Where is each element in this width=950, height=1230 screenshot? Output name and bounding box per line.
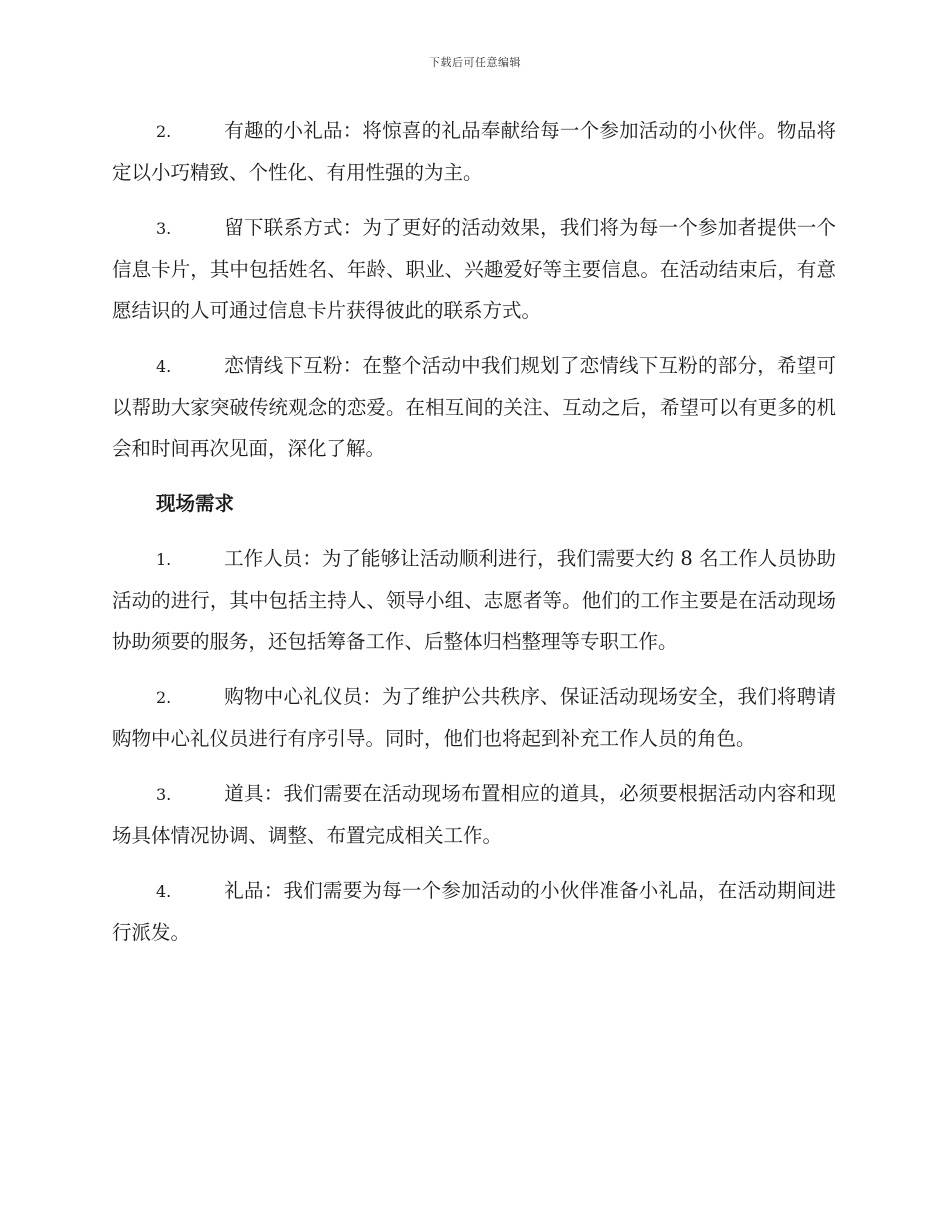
list-item-text: 有趣的小礼品：将惊喜的礼品奉献给每一个参加活动的小伙伴。物品将定以小巧精致、个性化、有用性强的为主。: [112, 119, 836, 184]
list-item-text: 礼品：我们需要为每一个参加活动的小伙伴准备小礼品，在活动期间进行派发。: [112, 879, 836, 944]
list-item: [112, 538, 836, 662]
list-item: [112, 773, 836, 856]
list-item-text: 留下联系方式：为了更好的活动效果，我们将为每一个参加者提供一个信息卡片，其中包括姓名、年龄、职业、兴趣爱好等主要信息。在活动结束后，有意愿结识的人可通过信息卡片获得彼此的联系方式。: [112, 216, 836, 322]
list-item-number: 4.: [156, 882, 172, 901]
list-item-text: 购物中心礼仪员：为了维护公共秩序、保证活动现场安全，我们将聘请购物中心礼仪员进行有序引导。同时，他们也将起到补充工作人员的角色。: [112, 685, 836, 750]
list-item-number: 4.: [156, 357, 172, 376]
list-item-text: 恋情线下互粉：在整个活动中我们规划了恋情线下互粉的部分，希望可以帮助大家突破传统观念的恋爱。在相互间的关注、互动之后，希望可以有更多的机会和时间再次见面，深化了解。: [112, 354, 836, 460]
list-item: [112, 870, 836, 953]
list-item: [112, 207, 836, 331]
list-item-number: 1.: [156, 550, 172, 569]
list-item-text: 工作人员：为了能够让活动顺利进行，我们需要大约 8 名工作人员协助活动的进行，其中包括主持人、领导小组、志愿者等。他们的工作主要是在活动现场协助须要的服务，还包括筹备工作、后整体归档整理等专职工作。: [112, 547, 836, 653]
list-item-number: 2.: [156, 122, 172, 141]
page-header: 下载后可任意编辑: [429, 56, 521, 69]
document-body: [112, 110, 836, 967]
list-item-number: 3.: [156, 219, 172, 238]
list-item-number: 3.: [156, 785, 172, 804]
list-item-text: 道具：我们需要在活动现场布置相应的道具，必须要根据活动内容和现场具体情况协调、调整、布置完成相关工作。: [112, 782, 836, 847]
list-item-number: 2.: [156, 688, 172, 707]
list-item: [112, 110, 836, 193]
section-heading: 现场需求: [156, 492, 235, 515]
list-item: [112, 676, 836, 759]
list-item: [112, 345, 836, 469]
